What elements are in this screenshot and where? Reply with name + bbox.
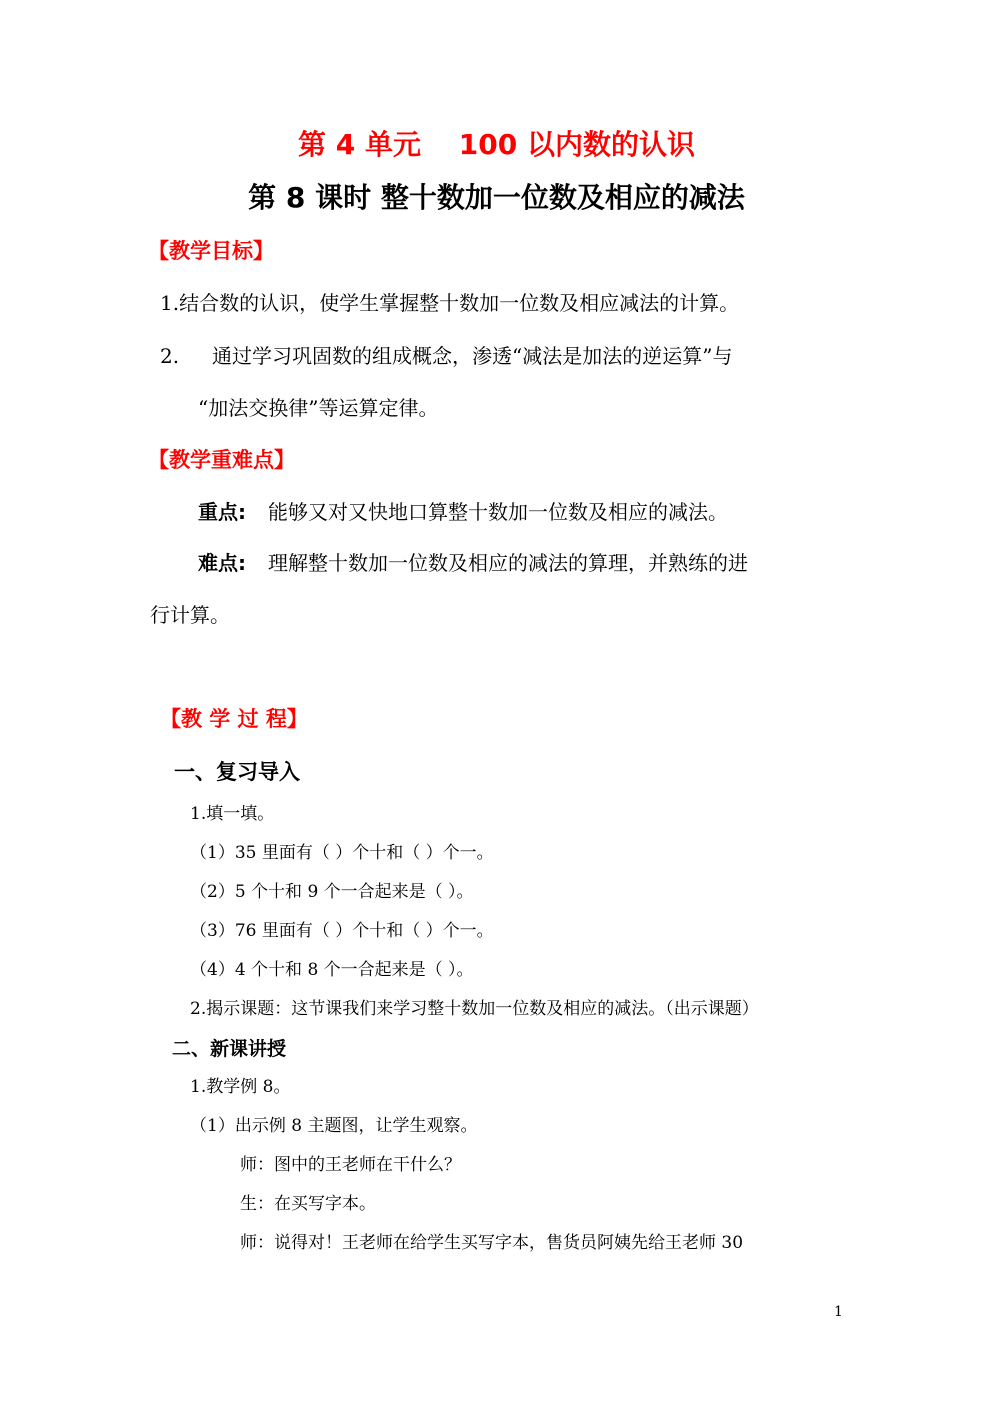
goal-item-2: 通过学习巩固数的组成概念，渗透“减法是加法的逆运算”与 [212,344,733,368]
difficulty-text: 理解整十数加一位数及相应的减法的算理，并熟练的进 [268,551,748,575]
goals-heading: 【教学目标】 [148,239,274,263]
focus-label: 重点: [198,500,246,524]
dialogue-teacher-1: 师：图中的王老师在干什么？ [240,1155,461,1175]
part1-item-1: 1.填一填。 [190,804,275,824]
difficulty-text-continued: 行计算。 [150,603,230,627]
part1-heading: 一、复习导入 [174,760,300,784]
goal-item-2-number: 2. [160,344,180,368]
process-heading: 【教 学 过 程】 [160,707,308,731]
dialogue-teacher-2: 师：说得对！王老师在给学生买写字本，售货员阿姨先给王老师 30 [240,1233,744,1253]
goal-item-1: 1.结合数的认识，使学生掌握整十数加一位数及相应减法的计算。 [160,291,740,315]
unit-title: 第 4 单元 100 以内数的认识 [298,128,695,161]
exercise-question-3: （3）76 里面有（ ）个十和（ ）个一。 [190,921,494,941]
part1-item-2: 2.揭示课题：这节课我们来学习整十数加一位数及相应的减法。（出示课题） [190,999,759,1019]
exercise-question-1: （1）35 里面有（ ）个十和（ ）个一。 [190,843,494,863]
part2-sub-1: （1）出示例 8 主题图，让学生观察。 [190,1116,478,1136]
exercise-question-4: （4）4 个十和 8 个一合起来是（ ）。 [190,960,474,980]
part2-heading: 二、新课讲授 [172,1038,287,1060]
focus-text: 能够又对又快地口算整十数加一位数及相应的减法。 [268,500,728,524]
key-points-heading: 【教学重难点】 [148,448,295,472]
dialogue-student-1: 生：在买写字本。 [240,1194,376,1214]
lesson-title: 第 8 课时 整十数加一位数及相应的减法 [248,181,745,214]
exercise-question-2: （2）5 个十和 9 个一合起来是（ ）。 [190,882,474,902]
page-number: 1 [834,1304,843,1320]
difficulty-label: 难点: [198,551,246,575]
goal-item-2-continued: “加法交换律”等运算定律。 [198,396,439,420]
part2-item-1: 1.教学例 8。 [190,1077,291,1097]
